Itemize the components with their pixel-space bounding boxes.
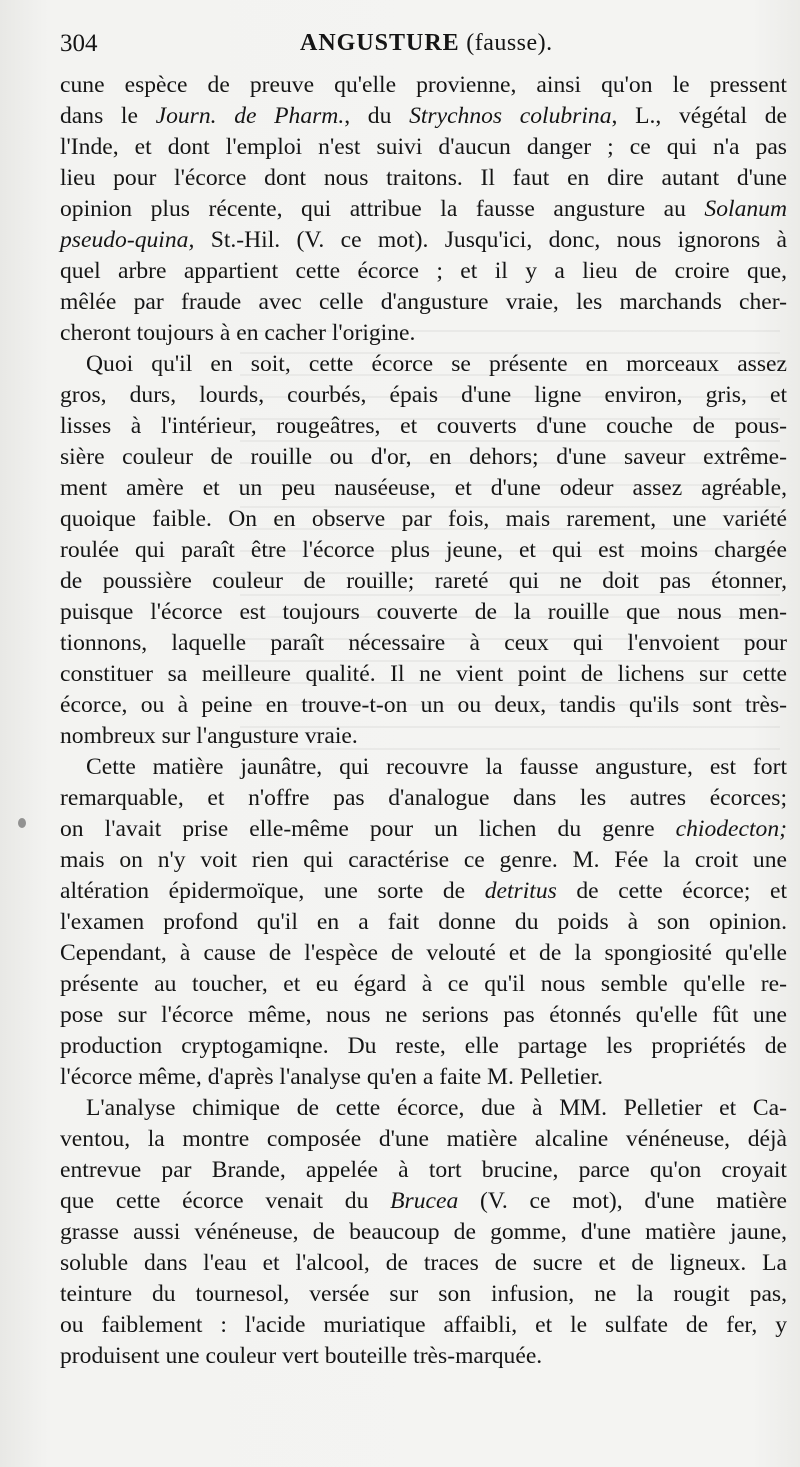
text-line: ventou, la montre composée d'une matière alcaline vénéneuse, déjà	[60, 1126, 787, 1152]
text-line: cheront toujours à en cacher l'origine.	[60, 320, 416, 346]
text-line: nombreux sur l'angusture vraie.	[60, 723, 358, 749]
text-line: grasse aussi vénéneuse, de beaucoup de gomme, d'une matière jaune,	[60, 1219, 787, 1245]
text-line: dans le Journ. de Pharm., du Strychnos colubrina, L., végétal de	[60, 103, 787, 129]
text-line: opinion plus récente, qui attribue la fausse angusture au Solanum	[60, 196, 787, 222]
running-title	[300, 30, 553, 57]
paragraph-start: Quoi qu'il en soit, cette écorce se présente en morceaux assez	[86, 351, 787, 377]
text-line: roulée qui paraît être l'écorce plus jeune, et qui est moins chargée	[60, 537, 787, 563]
text-line: écorce, ou à peine en trouve-t-on un ou deux, tandis qu'ils sont très-	[60, 692, 787, 718]
page-header	[60, 30, 780, 64]
text-line: produisent une couleur vert bouteille très-marquée.	[60, 1343, 543, 1369]
text-line: constituer sa meilleure qualité. Il ne vient point de lichens sur cette	[60, 661, 787, 687]
running-title-main: ANGUSTURE	[300, 30, 460, 56]
text-line: lisses à l'intérieur, rougeâtres, et couverts d'une couche de pous-	[60, 413, 787, 439]
text-line: mais on n'y voit rien qui caractérise ce genre. M. Fée la croit une	[60, 847, 787, 873]
paragraph-start: L'analyse chimique de cette écorce, due à MM. Pelletier et Ca-	[86, 1095, 787, 1121]
text-line: puisque l'écorce est toujours couverte de la rouille que nous men-	[60, 599, 787, 625]
text-line: quel arbre appartient cette écorce ; et il y a lieu de croire que,	[60, 258, 787, 284]
text-line: mêlée par fraude avec celle d'angusture vraie, les marchands cher-	[60, 289, 787, 315]
text-line: teinture du tournesol, versée sur son infusion, ne la rougit pas,	[60, 1281, 787, 1307]
text-line: entrevue par Brande, appelée à tort brucine, parce qu'on croyait	[60, 1157, 787, 1183]
ink-smudge	[18, 818, 26, 828]
text-line: sière couleur de rouille ou d'or, en dehors; d'une saveur extrême-	[60, 444, 787, 470]
running-title-suffix: (fausse).	[466, 30, 553, 56]
text-line: de poussière couleur de rouille; rareté qui ne doit pas étonner,	[60, 568, 787, 594]
text-line: pseudo-quina, St.-Hil. (V. ce mot). Jusqu'ici, donc, nous ignorons à	[60, 227, 787, 253]
text-line: lieu pour l'écorce dont nous traitons. Il faut en dire autant d'une	[60, 165, 787, 191]
text-line: ment amère et un peu nauséeuse, et d'une odeur assez agréable,	[60, 475, 787, 501]
text-line: Cependant, à cause de l'espèce de velouté et de la spongiosité qu'elle	[60, 940, 787, 966]
text-line: production cryptogamiqne. Du reste, elle partage les propriétés de	[60, 1033, 787, 1059]
text-line: pose sur l'écorce même, nous ne serions pas étonnés qu'elle fût une	[60, 1002, 787, 1028]
page-number: 304	[60, 30, 98, 57]
text-line: quoique faible. On en observe par fois, mais rarement, une variété	[60, 506, 787, 532]
text-line: soluble dans l'eau et l'alcool, de traces de sucre et de ligneux. La	[60, 1250, 787, 1276]
text-line: remarquable, et n'offre pas d'analogue dans les autres écorces;	[60, 785, 787, 811]
text-line: l'examen profond qu'il en a fait donne du poids à son opinion.	[60, 909, 787, 935]
text-line: que cette écorce venait du Brucea (V. ce mot), d'une matière	[60, 1188, 788, 1214]
body-text	[60, 70, 787, 1372]
text-line: ou faiblement : l'acide muriatique affaibli, et le sulfate de fer, y	[60, 1312, 787, 1338]
text-line: l'Inde, et dont l'emploi n'est suivi d'aucun danger ; ce qui n'a pas	[60, 134, 787, 160]
text-line: gros, durs, lourds, courbés, épais d'une ligne environ, gris, et	[60, 382, 787, 408]
text-line: l'écorce même, d'après l'analyse qu'en a faite M. Pelletier.	[60, 1064, 604, 1090]
text-line: on l'avait prise elle-même pour un lichen du genre chiodecton;	[60, 816, 787, 842]
text-line: présente au toucher, et eu égard à ce qu'il nous semble qu'elle re-	[60, 971, 787, 997]
paragraph-start: Cette matière jaunâtre, qui recouvre la fausse angusture, est fort	[86, 754, 787, 780]
text-line: cune espèce de preuve qu'elle provienne, ainsi qu'on le pressent	[60, 72, 787, 98]
text-line: tionnons, laquelle paraît nécessaire à ceux qui l'envoient pour	[60, 630, 787, 656]
text-line: altération épidermoïque, une sorte de detritus de cette écorce; et	[60, 878, 787, 904]
